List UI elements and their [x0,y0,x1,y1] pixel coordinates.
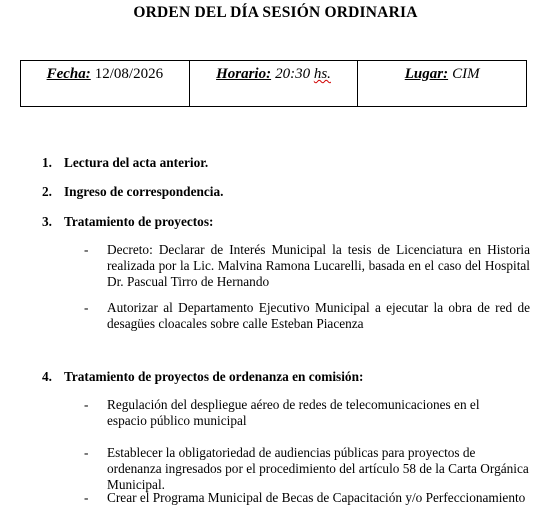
item-text: Tratamiento de proyectos: [64,214,214,229]
horario-value: 20:30 [275,66,311,82]
proyecto-text: Autorizar al Departamento Ejecutivo Municipal a ejecutar la obra de red de desagües cloacales sobre calle Esteban Piacenza [107,300,530,331]
item-number: 4. [42,369,52,384]
item-number: 1. [42,155,52,170]
agenda-item [42,214,213,230]
fecha-value: 12/08/2026 [94,66,164,82]
lugar-cell [358,61,526,106]
bullet-dash: - [84,300,89,315]
ordenanza-text: Regulación del despliegue aéreo de redes de telecomunicaciones en el espacio público municipal [107,397,480,428]
fecha-cell [21,61,190,106]
bullet-dash: - [84,445,89,460]
bullet-dash: - [84,397,89,412]
lugar-value: CIM [452,66,480,82]
horario-unit: hs. [313,66,331,82]
item-number: 3. [42,214,52,229]
item-text: Ingreso de correspondencia. [64,184,224,199]
proyecto-text: Decreto: Declarar de Interés Municipal la tesis de Licenciatura en Historia realizada por la Lic. Malvina Ramona Lucarelli, basada en el caso del Hospital Dr. Pascual Tirro de Hernando [107,242,530,289]
item-text: Lectura del acta anterior. [64,155,209,170]
bullet-dash: - [84,490,89,505]
lugar-label: Lugar: [404,66,449,82]
session-info-table [20,60,527,107]
agenda-item [42,184,223,200]
horario-label: Horario: [216,66,272,82]
bullet-dash: - [84,242,89,257]
document-title: ORDEN DEL DÍA SESIÓN ORDINARIA [133,4,418,21]
agenda-item [42,155,208,171]
fecha-label: Fecha: [46,66,91,82]
ordenanza-text: Crear el Programa Municipal de Becas de Capacitación y/o Perfeccionamiento [107,490,526,505]
horario-cell [190,61,359,106]
agenda-item [42,369,363,385]
item-text: Tratamiento de proyectos de ordenanza en comisión: [64,369,364,384]
ordenanza-text: Establecer la obligatoriedad de audiencias públicas para proyectos de ordenanza ingresados por el procedimiento del artículo 58 de la Carta Orgánica Municipal. [107,445,529,492]
item-number: 2. [42,184,52,199]
